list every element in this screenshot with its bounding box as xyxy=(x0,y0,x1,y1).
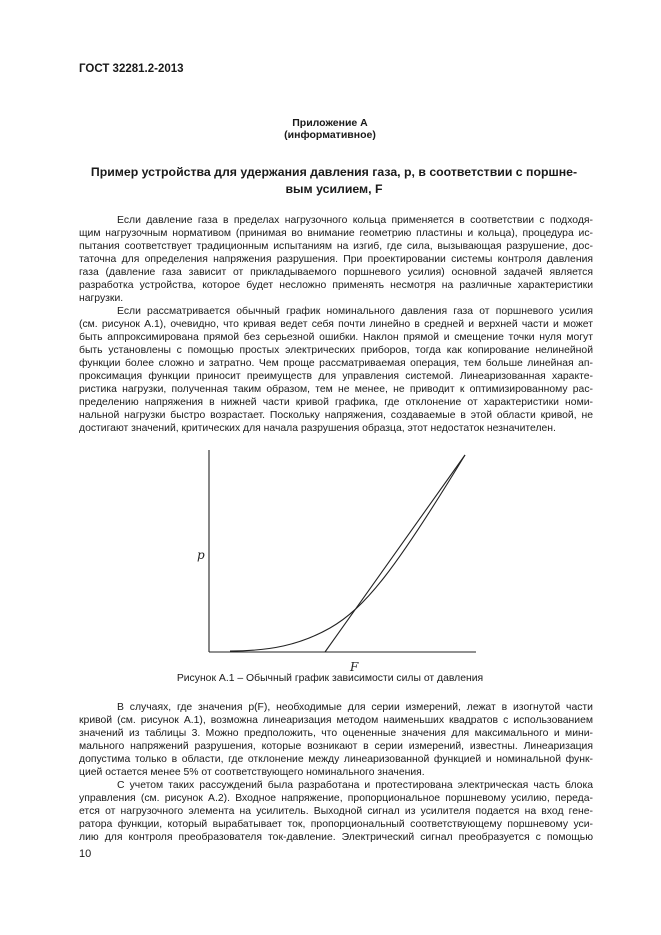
section-title-line-1: Пример устройства для удержания давления газа, p, в соответствии с поршне- xyxy=(90,165,578,179)
paragraph-1-line: пытания соответствует традиционным испытаниям на изгиб, где сила, вызывающая разрушение, дос- xyxy=(79,241,593,252)
paragraph-1-line: Если давление газа в пределах нагрузочного кольца применяется в соответствии с подходя- xyxy=(117,215,593,226)
paragraph-3-line: кривой (см. рисунок А.1), возможна линеаризация методом наименьших квадратов с использованием xyxy=(79,715,593,726)
appendix-type: (информативное) xyxy=(284,129,376,141)
paragraph-2-line: нальной нагрузки быстро возрастает. Поскольку напряжения, создаваемые в этой области кривой, не xyxy=(79,410,593,421)
paragraph-4-line: управления (см. рисунок А.2). Входное напряжение, пропорциональное поршневому усилию, переда- xyxy=(79,793,593,804)
x-axis-label: F xyxy=(350,660,359,674)
paragraph-1-line: таточна для определения напряжения разрушения. При проектировании системы контроля давления xyxy=(79,254,593,265)
standard-header: ГОСТ 32281.2-2013 xyxy=(79,63,184,75)
paragraph-4-line: С учетом таких рассуждений была разработана и протестирована электрическая часть блока xyxy=(117,780,593,791)
paragraph-4-line: ратора функции, который вырабатывает ток, пропорциональный соответствующему поршневому уси- xyxy=(79,819,593,830)
paragraph-2-line: быть установлены с помощью простых электрических приборов, тогда как копирование нелинейной xyxy=(79,345,593,356)
paragraph-2-line: функции более сложно и затратно. Чем проще рассматриваемая операция, тем больше линейная ап- xyxy=(79,358,593,369)
paragraph-3-line: цией остается менее 5% от соответствующего номинального значения. xyxy=(79,767,425,778)
paragraph-2-line: достигают значений, критических для начала разрушения образца, этот недостаток незначителен. xyxy=(79,423,556,434)
paragraph-4-line: лию для контроля преобразователя ток-давление. Электрический сигнал преобразуется с помощью xyxy=(79,832,593,843)
nominal-curve xyxy=(230,455,465,651)
paragraph-3-line: В случаях, где значения p(F), необходимые для серии измерений, лежат в изогнутой части xyxy=(117,702,593,713)
paragraph-2-line: проксимация функции приносит преимуществ для управления системой. Линеаризованная характе- xyxy=(79,371,593,382)
paragraph-1-line: щим нагрузочным нормативом (принимая во внимание геометрию пластины и кольца), процедура ис- xyxy=(79,228,593,239)
linear-approximation-line xyxy=(325,455,465,652)
paragraph-2-line: (см. рисунок А.1), очевидно, что кривая ведет себя почти линейно в средней и верхней части и может xyxy=(79,319,593,330)
paragraph-2-line: ристика нагрузки, полученная таким образом, тем не менее, не приводит к оптимизированному рас- xyxy=(79,384,593,395)
figure-a1-graph xyxy=(190,440,480,675)
y-axis-label: p xyxy=(197,548,205,562)
paragraph-1-line: газа (давление газа зависит от прикладываемого поршневого усилия) основной задачей является xyxy=(79,267,593,278)
paragraph-2-line: пределению напряжения в нижней части кривой графика, где отклонение от характеристики номи- xyxy=(79,397,593,408)
paragraph-4-line: ется от нагрузочного элемента на усилитель. Выходной сигнал из усилителя подается на вход гене- xyxy=(79,806,593,817)
paragraph-1-line: разработка устройства, которое будет несложно применять несмотря на различные характеристики xyxy=(79,280,593,291)
paragraph-3-line: значений из таблицы 3. Можно предположить, что оцененные значения для максимального и мини- xyxy=(79,728,593,739)
paragraph-3-line: допустима только в области, где отклонение между линеаризованной функцией и номинальной функ- xyxy=(79,754,593,765)
paragraph-1-line: нагрузки. xyxy=(79,293,124,304)
section-title-line-2: вым усилием, F xyxy=(285,182,383,196)
paragraph-2-line: Если рассматривается обычный график номинального давления газа от поршневого усилия xyxy=(117,306,593,317)
paragraph-2-line: быть аппроксимирована прямой без серьезной ошибки. Наклон прямой и смещение точки нуля могут xyxy=(79,332,593,343)
paragraph-3-line: мального напряжений разрушения, которые возникают в серии измерений, известны. Линеаризация xyxy=(79,741,593,752)
page-number: 10 xyxy=(79,848,92,860)
figure-caption: Рисунок А.1 – Обычный график зависимости силы от давления xyxy=(176,673,484,684)
appendix-label: Приложение А xyxy=(292,117,368,129)
